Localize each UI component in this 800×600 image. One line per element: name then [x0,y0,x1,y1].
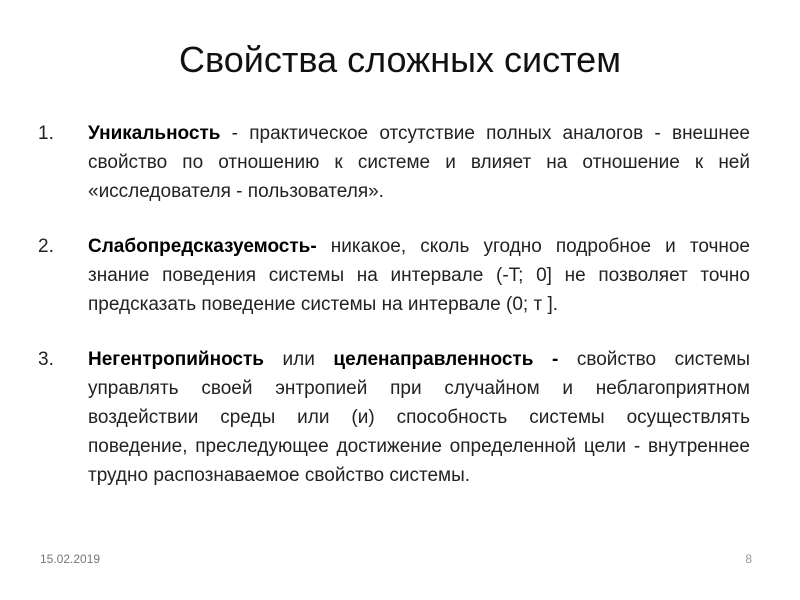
item-description: никакое, сколь угодно подробное и точное знание поведения системы на интервале (-T; 0] не позволяет точно предсказать поведение системы на интервале (0; т ]. [88,236,750,315]
term-negentropy: Негентропийность [88,349,264,370]
item-text [88,119,750,206]
term-connector: или [263,349,334,370]
term-purposefulness: целенаправленность - [333,349,559,370]
item-description: - практическое отсутствие полных аналогов - внешнее свойство по отношению к системе и влияет на отношение к ней «исследователя - пользователя». [88,123,750,202]
item-description: свойство системы управлять своей энтропией при случайном и неблагоприятном воздействии среды или (и) способность системы осуществлять поведение, преследующее достижение определенной цели - внутреннее трудно распознаваемое свойство системы. [88,349,751,486]
term-uniqueness: Уникальность [88,123,221,144]
item-text [88,345,750,490]
list-item-uniqueness [38,119,750,206]
list-item-weak-predictability [38,232,750,319]
item-number: 2. [38,236,54,257]
list-item-negentropy [38,345,750,490]
footer-date: 15.02.2019 [40,552,101,566]
term-weak-predictability: Слабопредсказуемость- [88,236,317,257]
properties-list [38,119,750,516]
slide-title: Свойства сложных систем [179,39,621,80]
page-number: 8 [745,552,752,566]
item-text [88,232,750,319]
item-number: 1. [38,123,54,144]
item-number: 3. [38,349,54,370]
